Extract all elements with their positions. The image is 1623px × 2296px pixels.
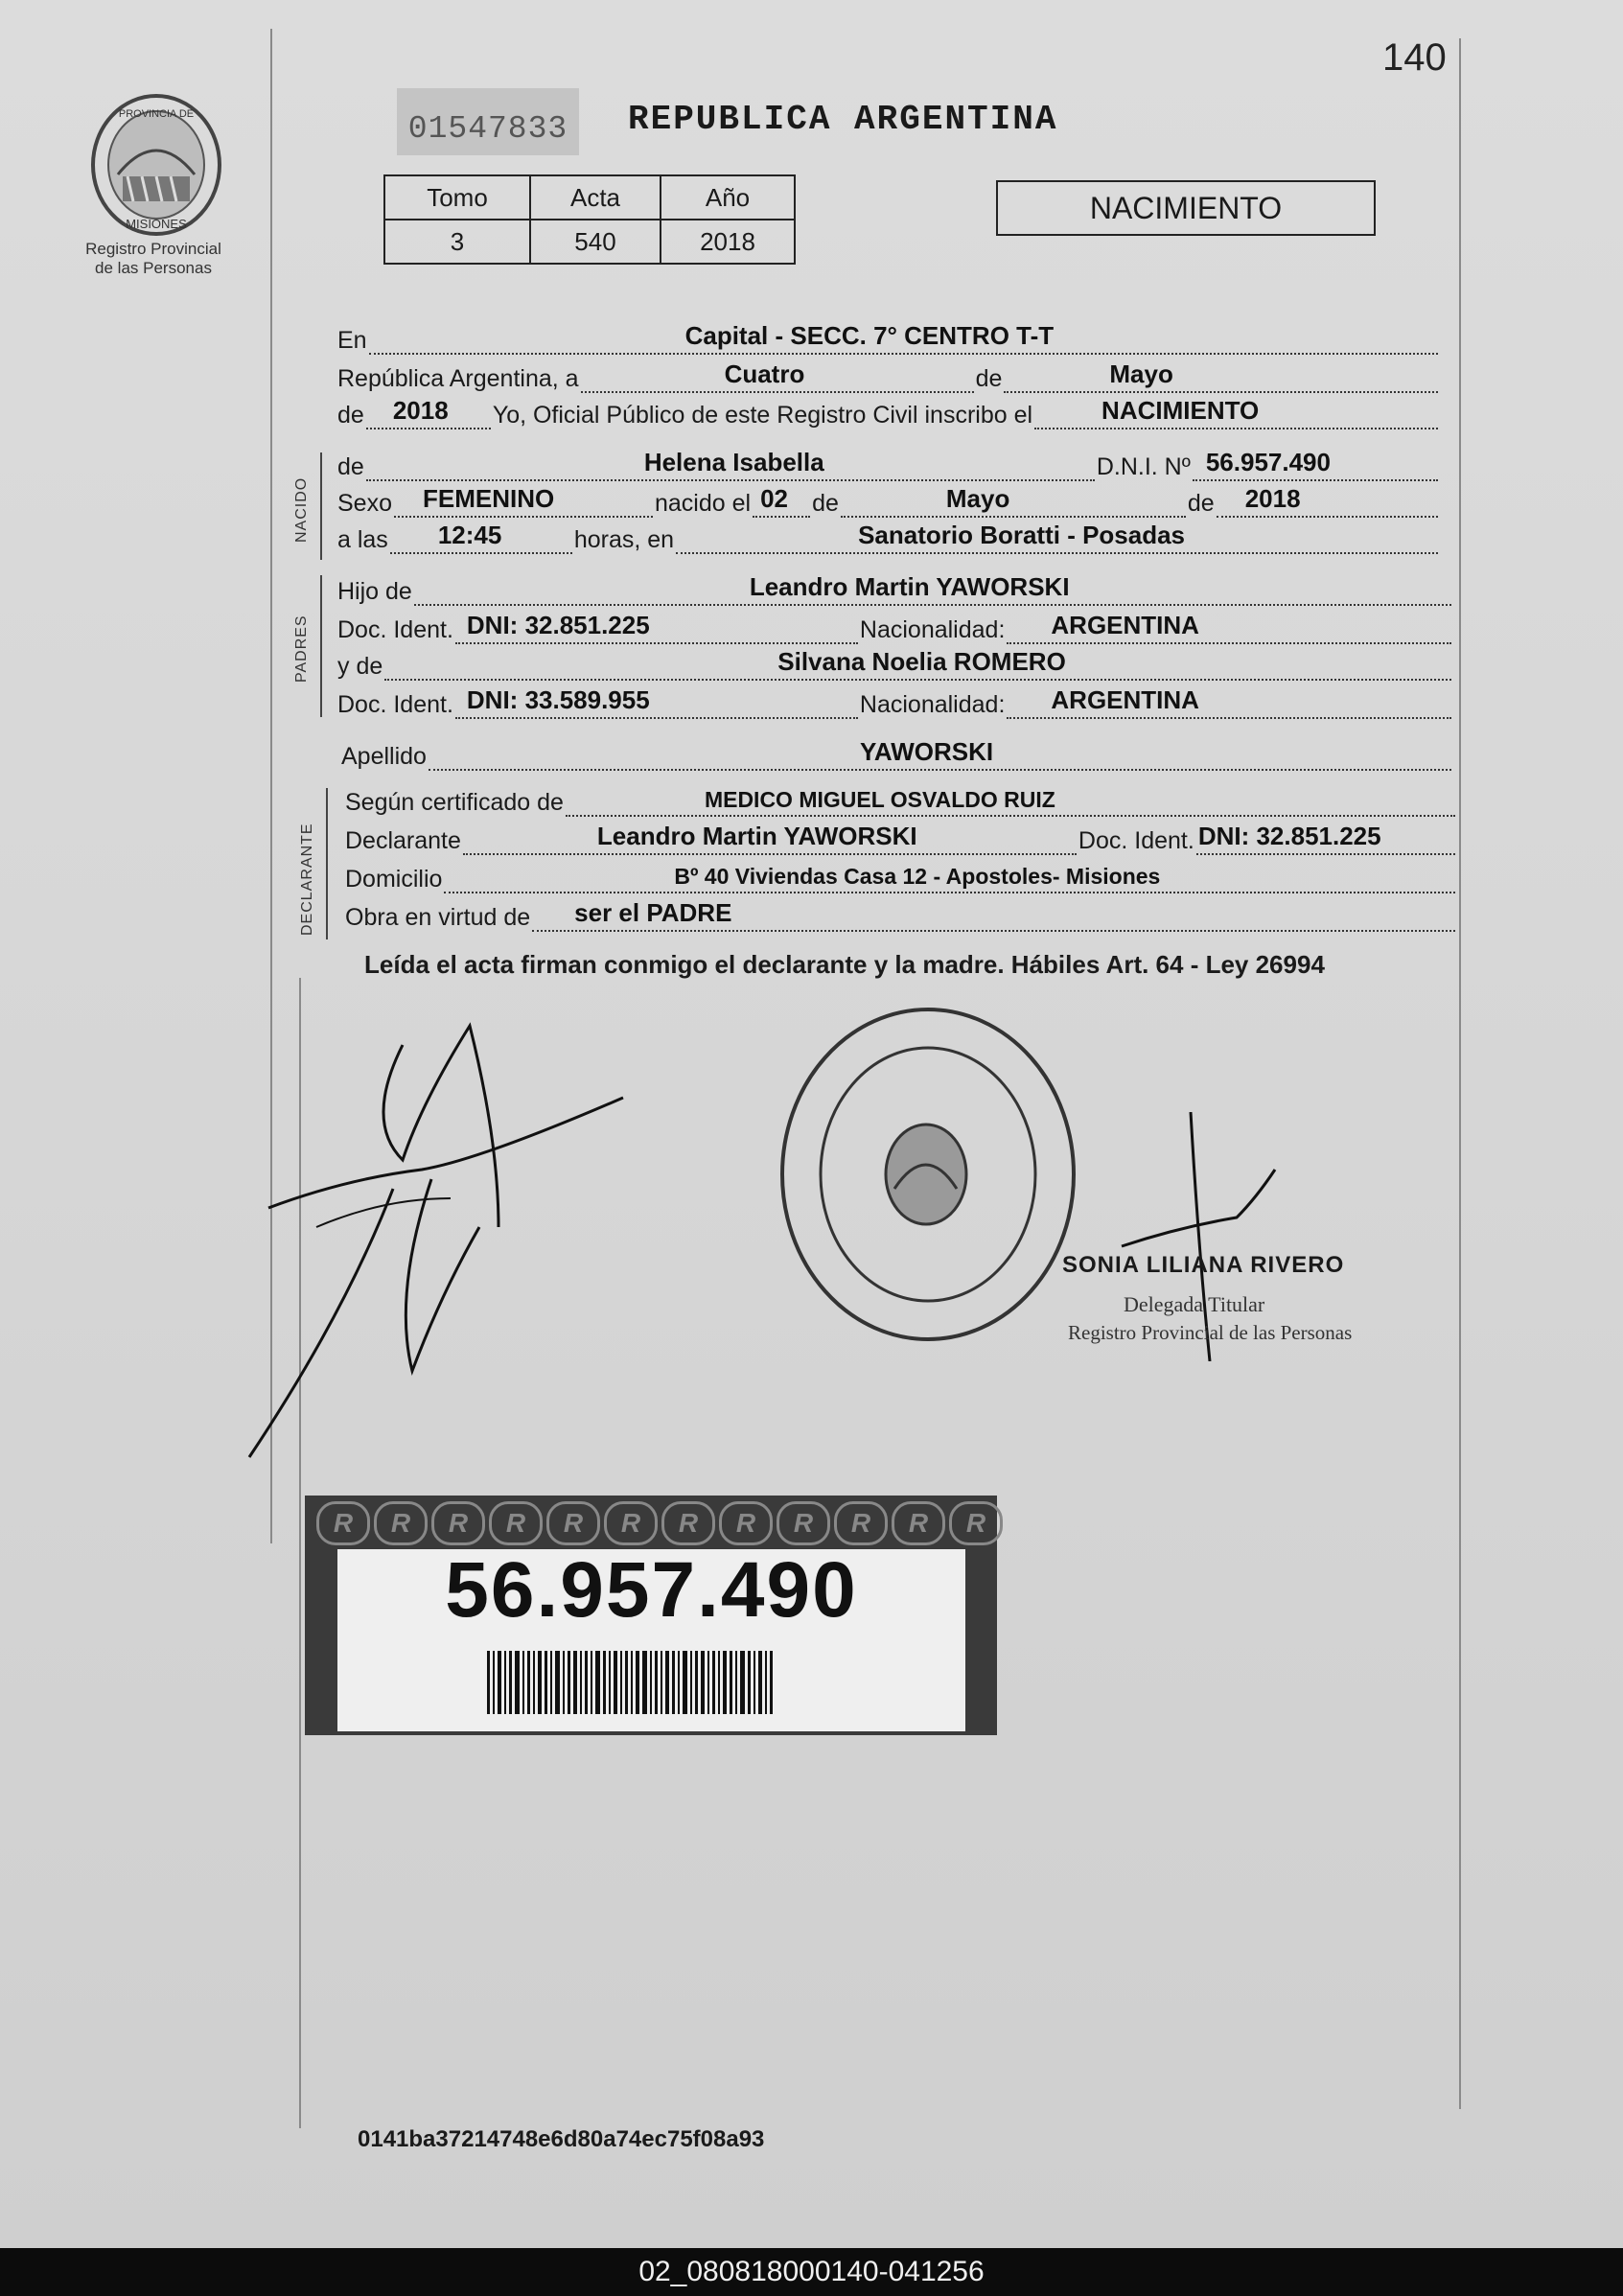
security-pattern <box>316 1501 1003 1545</box>
apellido-value: YAWORSKI <box>859 737 994 766</box>
horas-label: horas, en <box>573 526 675 553</box>
statement-text: Yo, Oficial Público de este Registro Civil inscribo el <box>492 402 1033 429</box>
de-label-2: de <box>812 490 839 517</box>
registry-caption <box>58 240 249 278</box>
r-mark-icon: R <box>661 1501 715 1545</box>
scan-footer-id: 02_080818000140-041256 <box>0 2248 1623 2296</box>
cert-label: Según certificado de <box>345 789 564 816</box>
declarante-value: Leandro Martin YAWORSKI <box>596 822 917 850</box>
record-table <box>383 174 796 265</box>
apellido-label: Apellido <box>341 743 427 770</box>
domicilio-label: Domicilio <box>345 866 443 893</box>
header-anio: Año <box>661 175 795 220</box>
value-anio: 2018 <box>661 220 795 264</box>
nacido-el-label: nacido el <box>654 490 752 517</box>
header-tomo: Tomo <box>384 175 530 220</box>
a-las-label: a las <box>337 526 388 553</box>
dni-sticker-number: 56.957.490 <box>445 1546 858 1634</box>
official-role: Delegada Titular <box>1124 1292 1265 1316</box>
mother-nat-label: Nacionalidad: <box>859 691 1006 718</box>
de2-label: de <box>337 402 364 429</box>
legal-note: Leída el acta firman conmigo el declarante y la madre. Hábiles Art. 64 - Ley 26994 <box>364 950 1325 979</box>
right-margin-line <box>1459 38 1461 2109</box>
record-table-header <box>384 175 795 220</box>
r-mark-icon: R <box>489 1501 543 1545</box>
year-value: 2018 <box>392 396 449 425</box>
country-label: República Argentina, a <box>337 365 579 392</box>
en-label: En <box>337 327 367 354</box>
child-name-value: Helena Isabella <box>643 448 824 476</box>
r-mark-icon: R <box>949 1501 1003 1545</box>
nacido-line-2 <box>337 484 1440 518</box>
value-tomo: 3 <box>384 220 530 264</box>
declarante-doc-label: Doc. Ident. <box>1078 827 1194 854</box>
father-nat-value: ARGENTINA <box>1051 611 1199 639</box>
intro-line-3 <box>337 396 1440 429</box>
day-word-value: Cuatro <box>724 359 805 388</box>
padres-line-1 <box>337 572 1453 606</box>
obra-label: Obra en virtud de <box>345 904 531 931</box>
father-doc-label: Doc. Ident. <box>337 616 453 643</box>
birth-day-value: 02 <box>760 484 788 513</box>
father-doc-value: DNI: 32.851.225 <box>466 611 650 639</box>
r-mark-icon: R <box>431 1501 485 1545</box>
padres-line-4 <box>337 685 1453 719</box>
r-mark-icon: R <box>834 1501 888 1545</box>
nacido-line-1 <box>337 448 1440 481</box>
r-mark-icon: R <box>719 1501 773 1545</box>
intro-line-1 <box>337 321 1440 355</box>
header-acta: Acta <box>530 175 661 220</box>
registry-caption-line1: Registro Provincial <box>85 240 221 258</box>
birth-month-value: Mayo <box>945 484 1010 513</box>
declarante-line-2 <box>345 822 1457 855</box>
padres-line-3 <box>337 647 1453 681</box>
official-seal-icon <box>775 997 1081 1361</box>
page-number: 140 <box>1382 36 1447 79</box>
obra-value: ser el PADRE <box>574 898 732 927</box>
mother-doc-value: DNI: 33.589.955 <box>466 685 650 714</box>
country-title: REPUBLICA ARGENTINA <box>628 100 1058 139</box>
r-mark-icon: R <box>546 1501 600 1545</box>
padres-bracket <box>320 575 322 717</box>
padres-line-2 <box>337 611 1453 644</box>
declarante-line-1 <box>345 788 1457 817</box>
nacido-bracket <box>320 452 322 560</box>
declarante-section-label: DECLARANTE <box>299 823 315 936</box>
r-mark-icon: R <box>316 1501 370 1545</box>
barcode-icon <box>487 1651 776 1714</box>
logo-top-text: PROVINCIA DE <box>118 108 195 120</box>
r-mark-icon: R <box>892 1501 945 1545</box>
nacido-line-3 <box>337 521 1440 554</box>
serial-number: 01547833 <box>397 88 579 155</box>
logo-bottom-text: MISIONES <box>126 217 187 231</box>
r-mark-icon: R <box>604 1501 658 1545</box>
declarante-line-3 <box>345 865 1457 893</box>
registry-caption-line2: de las Personas <box>95 259 212 277</box>
birth-time-value: 12:45 <box>437 521 502 549</box>
sexo-label: Sexo <box>337 490 392 517</box>
r-mark-icon: R <box>777 1501 830 1545</box>
month-value: Mayo <box>1109 359 1173 388</box>
province-emblem-icon <box>84 88 228 242</box>
nacido-section-label: NACIDO <box>293 476 310 543</box>
apellido-line <box>341 737 1453 771</box>
birth-year-value: 2018 <box>1244 484 1301 513</box>
place-value: Capital - SECC. 7° CENTRO T-T <box>684 321 1055 350</box>
r-mark-icon: R <box>374 1501 428 1545</box>
sexo-value: FEMENINO <box>422 484 555 513</box>
hijo-de-label: Hijo de <box>337 578 412 605</box>
declarant-signature-icon <box>230 1007 633 1467</box>
declarante-bracket <box>326 788 328 939</box>
mother-nat-value: ARGENTINA <box>1051 685 1199 714</box>
record-type-box: NACIMIENTO <box>996 180 1376 236</box>
value-acta: 540 <box>530 220 661 264</box>
nacido-de-label: de <box>337 453 364 480</box>
intro-line-2 <box>337 359 1440 393</box>
birth-place-value: Sanatorio Boratti - Posadas <box>858 521 1186 549</box>
de-label: de <box>975 365 1003 392</box>
declarante-doc-value: DNI: 32.851.225 <box>1197 822 1381 850</box>
de-label-3: de <box>1187 490 1215 517</box>
cert-value: MEDICO MIGUEL OSVALDO RUIZ <box>704 787 1055 812</box>
father-nat-label: Nacionalidad: <box>859 616 1006 643</box>
document-hash: 0141ba37214748e6d80a74ec75f08a93 <box>358 2126 765 2152</box>
y-de-label: y de <box>337 653 383 680</box>
official-office: Registro Provincial de las Personas <box>1068 1321 1353 1344</box>
declarante-label: Declarante <box>345 827 461 854</box>
padres-section-label: PADRES <box>293 615 310 683</box>
record-table-values <box>384 220 795 264</box>
father-name-value: Leandro Martin YAWORSKI <box>749 572 1070 601</box>
child-dni-value: 56.957.490 <box>1205 448 1331 476</box>
act-value: NACIMIENTO <box>1101 396 1260 425</box>
domicilio-value: Bº 40 Viviendas Casa 12 - Apostoles- Misiones <box>674 864 1161 889</box>
mother-doc-label: Doc. Ident. <box>337 691 453 718</box>
official-name: SONIA LILIANA RIVERO <box>1062 1252 1345 1278</box>
mother-name-value: Silvana Noelia ROMERO <box>777 647 1066 676</box>
declarante-line-4 <box>345 898 1457 932</box>
dni-label: D.N.I. Nº <box>1096 453 1191 480</box>
